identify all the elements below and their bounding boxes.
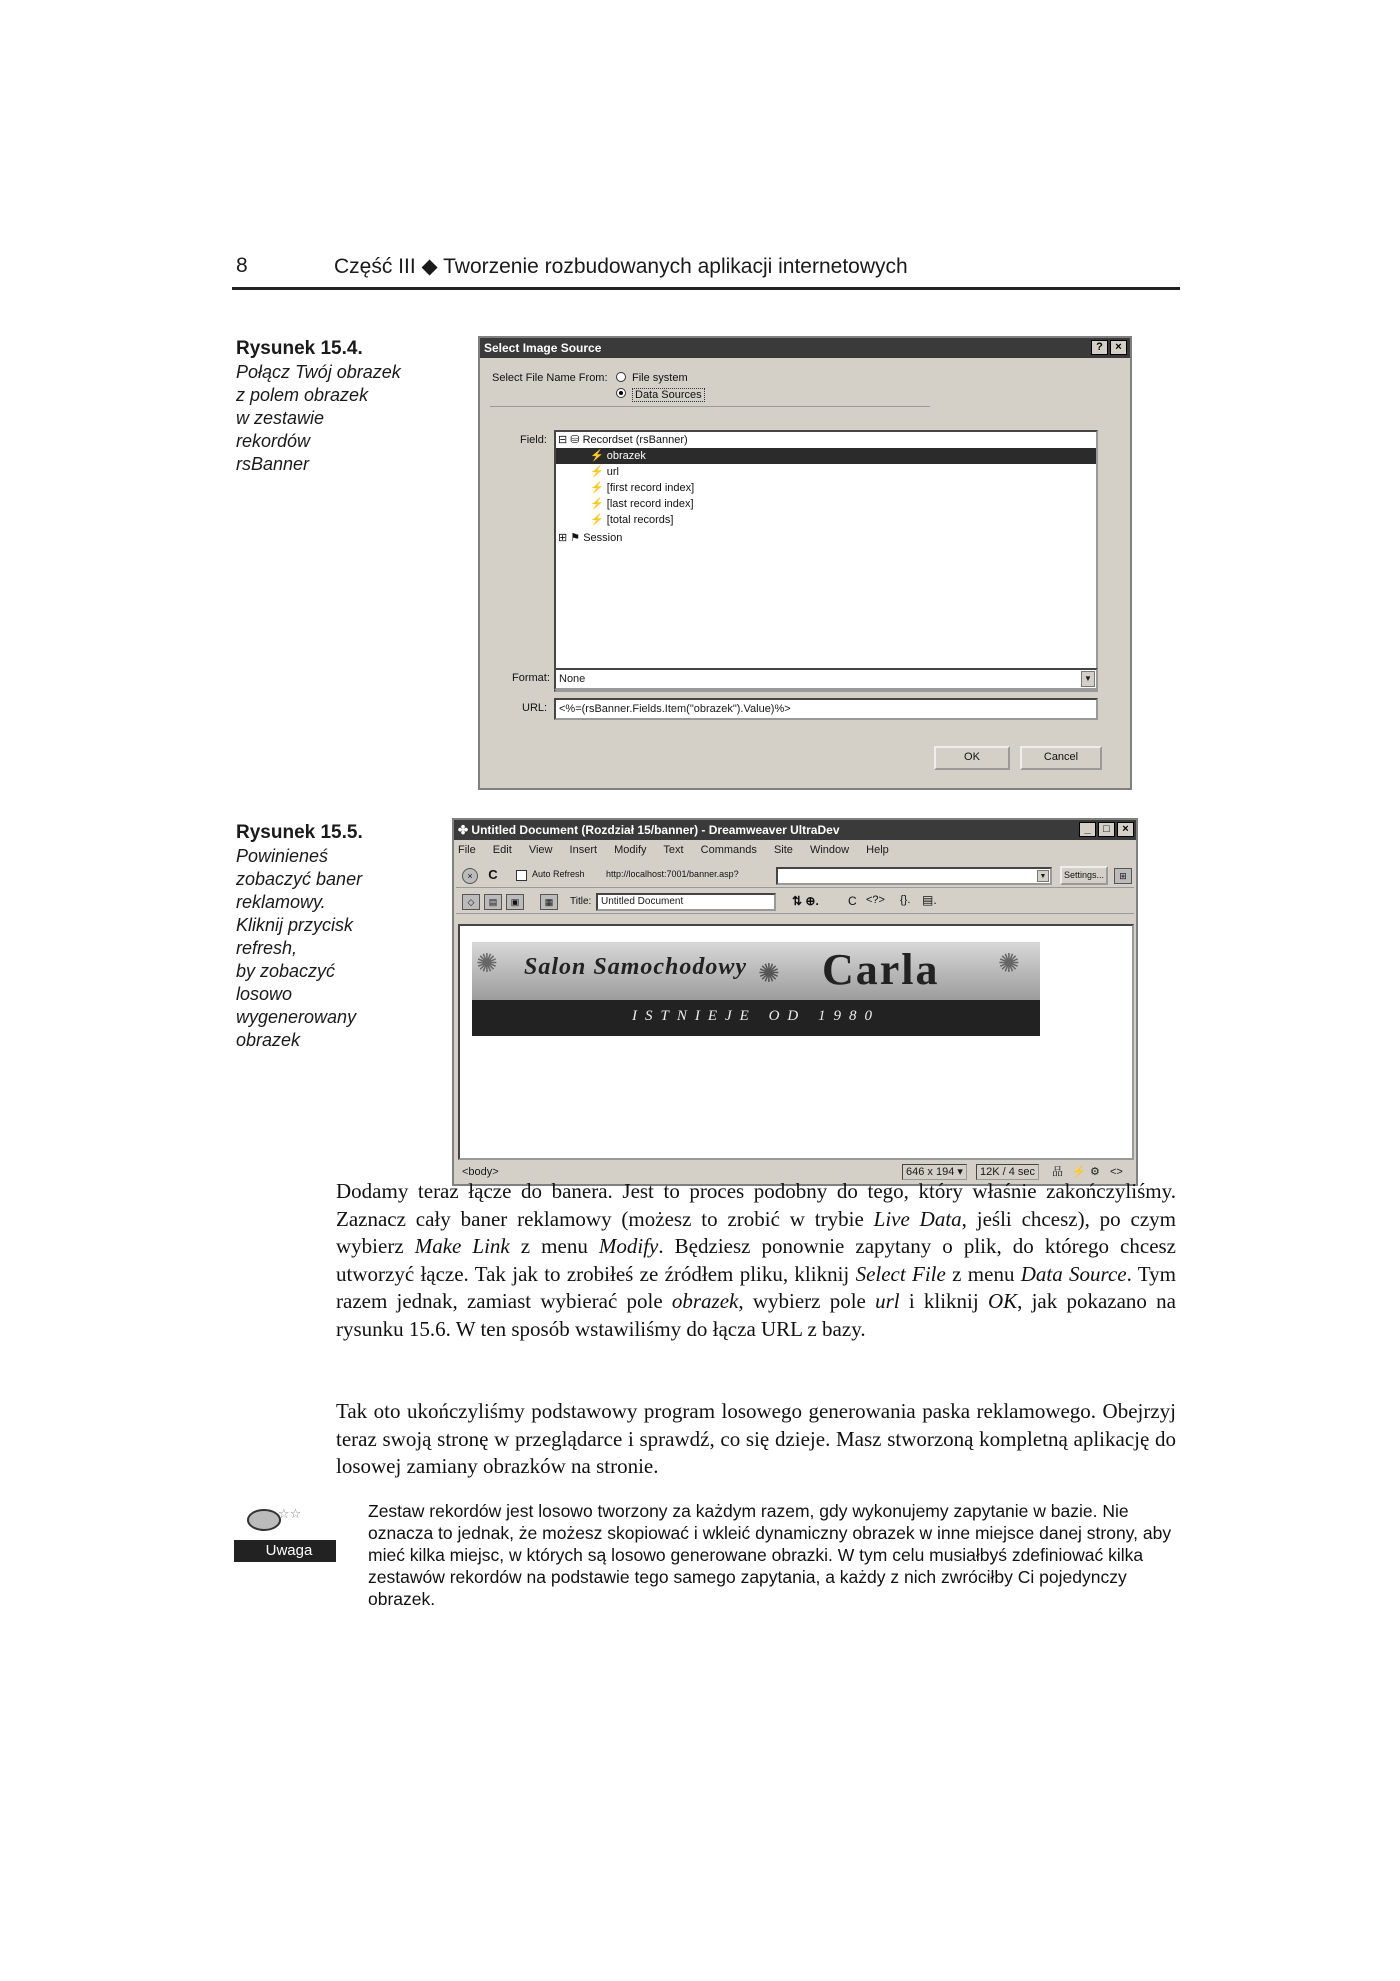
- radio-data-sources[interactable]: [616, 388, 626, 398]
- paragraph-1: [336, 1178, 1176, 1343]
- tree-session[interactable]: [558, 530, 622, 546]
- document-content[interactable]: [458, 924, 1134, 1160]
- design-view-icon[interactable]: ▣: [506, 894, 524, 910]
- settings-button[interactable]: Settings...: [1060, 866, 1108, 885]
- text-run: , jak pokazano na rysunku 15.6. W ten sposób wstawiliśmy do łącza URL z bazy.: [336, 1289, 1176, 1341]
- window-size-value: 646 x 194: [906, 1166, 955, 1178]
- tree-item-label: [total records]: [606, 514, 674, 526]
- view-options-icon[interactable]: ▤.: [922, 893, 937, 907]
- tree-item-obrazek[interactable]: [556, 448, 1096, 464]
- note-badge-label: Uwaga: [265, 1542, 313, 1559]
- session-icon: ⚑: [570, 532, 581, 544]
- tree-item-label: [last record index]: [606, 498, 694, 510]
- menu-bar: [458, 844, 903, 856]
- menu-site[interactable]: Site: [773, 844, 793, 856]
- window-title: Untitled Document (Rozdział 15/banner) - Dreamweaver UltraDev: [471, 823, 840, 837]
- window-size[interactable]: 646 x 194 ▾: [902, 1164, 967, 1180]
- ok-button[interactable]: OK: [934, 746, 1010, 770]
- radio-file-system[interactable]: [616, 372, 626, 382]
- menu-file[interactable]: File: [458, 844, 476, 856]
- field-icon: ⚡: [590, 498, 604, 510]
- paragraph-2: Tak oto ukończyliśmy podstawowy program losowego generowania paska reklamowego. Obejrzyj teraz swoją stronę w przeglądarce i sprawdź, co się dzieje. Masz stworzoną kompletną aplikację do losowej zamiany obrazków na stronie.: [336, 1399, 1176, 1478]
- dialog-titlebar: [480, 338, 1130, 358]
- title-value: Untitled Document: [601, 896, 684, 907]
- sun-icon: ✺: [476, 948, 498, 978]
- field-icon: ⚡: [590, 450, 604, 462]
- url-value: <%=(rsBanner.Fields.Item("obrazek").Value)%>: [559, 703, 791, 715]
- italic-term: Modify: [598, 1234, 659, 1258]
- title-label: Title:: [570, 896, 592, 907]
- banner-since: ISTNIEJE OD 1980: [632, 1008, 880, 1024]
- text-run: , wybierz pole: [738, 1289, 876, 1313]
- header-rule: [232, 287, 1180, 290]
- caption-text: Połącz Twój obrazek z polem obrazek w zestawie rekordów rsBanner: [236, 362, 401, 474]
- address-value: http://localhost:7001/banner.asp?: [606, 869, 739, 879]
- field-tree[interactable]: [554, 430, 1098, 692]
- dreamweaver-window: [452, 818, 1138, 1186]
- figure-caption-15-5: [236, 821, 436, 1052]
- collapse-icon[interactable]: ⊟: [558, 434, 568, 446]
- code-view-icon[interactable]: ◇: [462, 894, 480, 910]
- figure-caption-15-4: [236, 337, 436, 476]
- menu-commands[interactable]: Commands: [700, 844, 757, 856]
- page-header: [232, 254, 1180, 284]
- select-image-source-dialog: [478, 336, 1132, 790]
- format-label: Format:: [512, 672, 550, 684]
- app-logo-icon: ✤: [458, 823, 469, 837]
- live-data-icon[interactable]: ▦: [540, 894, 558, 910]
- braces-icon[interactable]: {}.: [900, 894, 911, 906]
- format-select[interactable]: [554, 668, 1098, 690]
- address-input[interactable]: [776, 867, 1052, 885]
- tree-item-first-index[interactable]: [590, 480, 694, 496]
- file-system-label: File system: [632, 372, 688, 384]
- document-toolbar: [456, 890, 1134, 914]
- text-run: Dodamy teraz łącze do banera. Jest to proces podobny do tego, który właśnie zakończyliśmy. Zaznacz cały baner reklamowy (możesz to zrobić w trybie: [336, 1179, 1176, 1231]
- italic-term: OK: [987, 1289, 1018, 1313]
- page-number: 8: [236, 254, 248, 277]
- tree-recordset[interactable]: [558, 432, 688, 448]
- banner-brand: Carla: [822, 945, 940, 994]
- css-icon[interactable]: ⚙: [1090, 1166, 1100, 1178]
- menu-insert[interactable]: Insert: [569, 844, 598, 856]
- auto-refresh-label: Auto Refresh: [532, 869, 585, 879]
- text-run: , jeśli chcesz), po czym wybierz: [336, 1206, 1177, 1258]
- tag-selector[interactable]: <body>: [462, 1166, 499, 1178]
- assets-icon[interactable]: ⚡: [1072, 1166, 1086, 1178]
- text-run: z menu: [945, 1261, 1021, 1286]
- menu-view[interactable]: View: [528, 844, 553, 856]
- auto-refresh-checkbox[interactable]: [516, 870, 527, 881]
- text-run: . Tym razem jednak, zamiast wybierać pole: [336, 1261, 1176, 1313]
- minimize-icon[interactable]: _: [1079, 822, 1096, 837]
- text-run: i kliknij: [899, 1289, 988, 1313]
- field-icon: ⚡: [590, 482, 604, 494]
- refresh-icon[interactable]: C: [488, 867, 498, 882]
- caption-text: Powinieneś zobaczyć baner reklamowy. Kliknij przycisk refresh, by zobaczyć losowo wygenerowany obrazek: [236, 846, 363, 1050]
- dropdown-arrow-icon[interactable]: ▼: [1081, 671, 1095, 687]
- sun-icon: ✺: [998, 948, 1020, 978]
- text-run: . Będziesz ponownie zapytany o plik, do którego chcesz utworzyć łącze. Tak jak to zrobiłeś ze źródłem pliku, kliknij: [336, 1234, 1177, 1286]
- italic-term: Live Data: [873, 1206, 962, 1231]
- tree-item-last-index[interactable]: [590, 496, 694, 512]
- menu-text[interactable]: Text: [663, 844, 684, 856]
- running-head: Część III ◆ Tworzenie rozbudowanych aplikacji internetowych: [334, 255, 908, 278]
- text-run: z menu: [509, 1234, 599, 1258]
- banner-image[interactable]: [472, 942, 1040, 1038]
- stop-icon[interactable]: ×: [462, 868, 478, 884]
- italic-term: Data Source: [1020, 1261, 1127, 1286]
- site-icon[interactable]: 品: [1052, 1166, 1063, 1178]
- field-label: Field:: [520, 434, 547, 446]
- url-label: URL:: [522, 702, 548, 714]
- tree-item-label: [first record index]: [606, 482, 695, 494]
- maximize-icon[interactable]: □: [1098, 822, 1115, 837]
- cancel-button[interactable]: Cancel: [1020, 746, 1102, 770]
- dialog-title: Select Image Source: [484, 341, 602, 355]
- tree-item-label: obrazek: [606, 450, 646, 462]
- close-button[interactable]: ×: [1110, 340, 1127, 355]
- network-icon[interactable]: ⊞: [1114, 868, 1132, 884]
- format-value: None: [559, 673, 586, 685]
- banner-name: Salon Samochodowy: [524, 954, 748, 980]
- code-navigation-icon[interactable]: <?>: [866, 894, 885, 906]
- menu-help[interactable]: Help: [866, 844, 889, 856]
- data-sources-label: Data Sources: [632, 388, 705, 402]
- tree-recordset-label: Recordset (rsBanner): [582, 434, 688, 446]
- title-input[interactable]: [596, 893, 776, 911]
- tree-session-label: Session: [583, 532, 623, 544]
- caption-title: Rysunek 15.4.: [236, 338, 363, 359]
- help-button[interactable]: ?: [1091, 340, 1108, 355]
- tree-item-total[interactable]: [590, 512, 673, 528]
- select-from-label: Select File Name From:: [492, 372, 608, 384]
- caption-title: Rysunek 15.5.: [236, 822, 363, 843]
- italic-term: Make Link: [414, 1234, 510, 1258]
- file-management-icon[interactable]: ⇅ ⊕.: [792, 894, 819, 908]
- italic-term: obrazek: [671, 1289, 739, 1313]
- note-text: Zestaw rekordów jest losowo tworzony za każdym razem, gdy wykonujemy zapytanie w bazie. Nie oznacza to jednak, że możesz skopiować i wkleić dynamiczny obrazek w inne miejsce danej strony, aby mieć kilka miejsc, w których są losowo generowane obrazki. W tym celu musiałbyś zdefiniować kilka zestawów rekordów na podstawie tego samego zapytania, a każdy z nich zwróciłby Ci pojedynczy obrazek.: [368, 1501, 1172, 1609]
- italic-term: url: [875, 1289, 900, 1313]
- url-input[interactable]: [554, 698, 1098, 720]
- window-titlebar: [454, 820, 1136, 840]
- divider: [490, 406, 930, 407]
- svg-text:☆☆: ☆☆: [278, 1507, 302, 1522]
- expand-icon[interactable]: ⊞: [558, 532, 568, 544]
- close-icon[interactable]: ×: [1117, 822, 1134, 837]
- menu-window[interactable]: Window: [809, 844, 850, 856]
- dropdown-arrow-icon[interactable]: ▼: [1037, 870, 1049, 882]
- address-toolbar: [456, 864, 1134, 888]
- database-icon: ⛁: [570, 434, 580, 446]
- refresh-design-icon[interactable]: C: [848, 894, 857, 908]
- code-icon[interactable]: <>: [1110, 1166, 1123, 1178]
- field-icon: ⚡: [590, 466, 604, 478]
- tree-item-url[interactable]: [590, 464, 619, 480]
- split-view-icon[interactable]: ▤: [484, 894, 502, 910]
- tree-item-label: url: [606, 466, 619, 478]
- menu-edit[interactable]: Edit: [492, 844, 512, 856]
- field-icon: ⚡: [590, 514, 604, 526]
- download-stats: 12K / 4 sec: [976, 1164, 1039, 1180]
- sun-icon: ✺: [758, 958, 780, 988]
- note-badge: [234, 1500, 336, 1566]
- italic-term: Select File: [855, 1261, 946, 1286]
- menu-modify[interactable]: Modify: [614, 844, 647, 856]
